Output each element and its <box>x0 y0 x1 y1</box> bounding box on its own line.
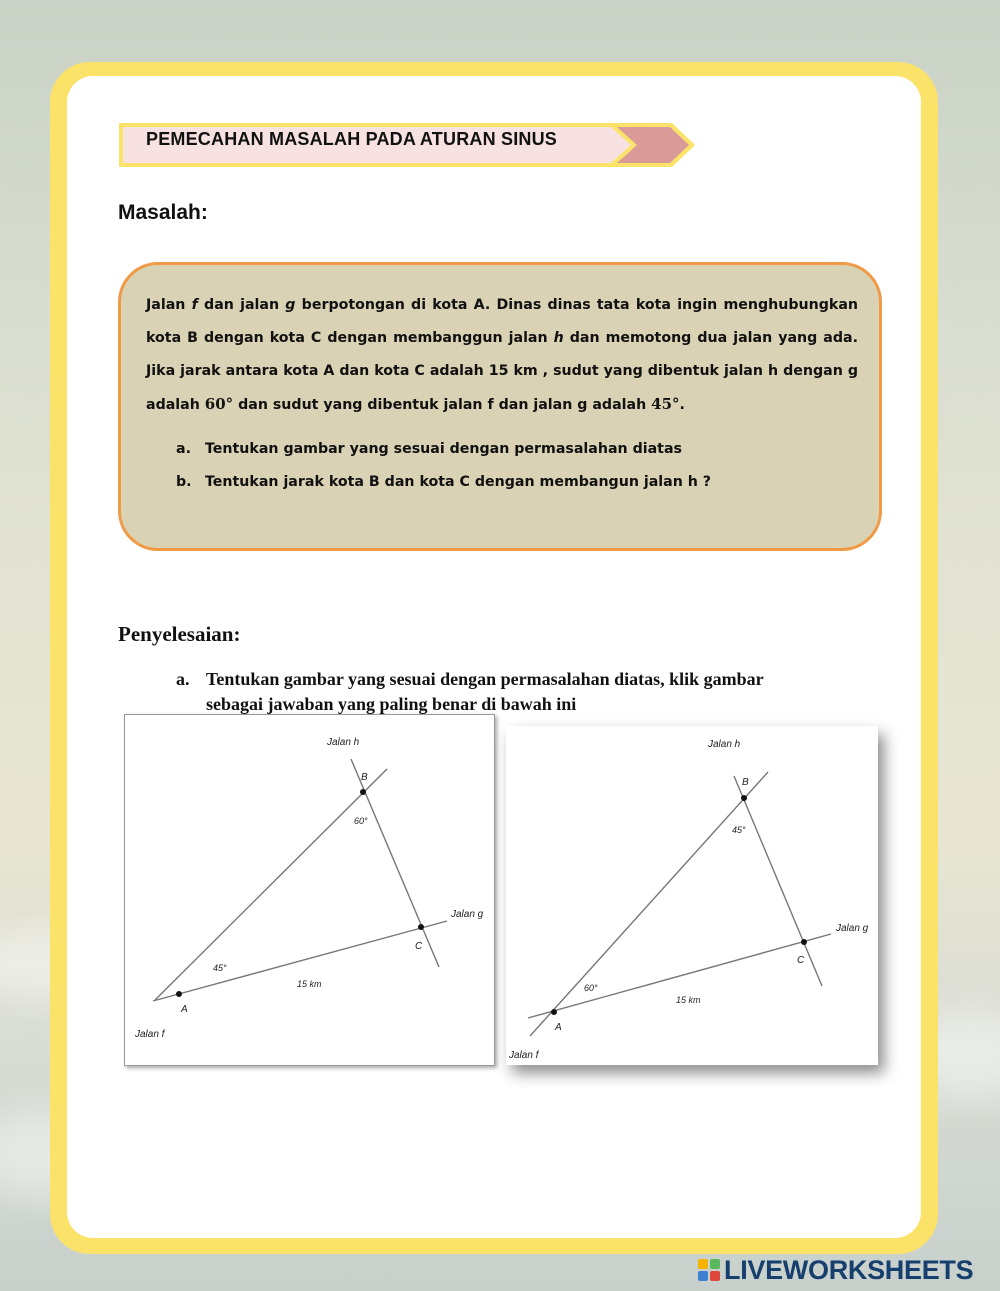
svg-text:45°: 45° <box>732 825 746 835</box>
svg-text:C: C <box>797 955 805 966</box>
logo-text: LIVEWORKSHEETS <box>724 1254 974 1285</box>
logo-tile-e <box>710 1271 720 1281</box>
svg-text:Jalan g: Jalan g <box>836 923 869 934</box>
answer-option-figure-1[interactable] <box>124 714 495 1066</box>
svg-text:Jalan g: Jalan g <box>451 909 484 920</box>
svg-text:Jalan f: Jalan f <box>135 1029 165 1040</box>
problem-statement: Jalan f dan jalan g berpotongan di kota A. Dinas dinas tata kota ingin menghubungkan kota B dengan kota C dengan membanggun jalan h dan memotong dua jalan yang ada. Jika jarak antara kota A dan kota C adalah 15 km , sudut yang dibentuk jalan h dengan g adalah 60° dan sudut yang dibentuk jalan f dan jalan g adalah 45°. <box>146 297 858 413</box>
logo-tile-v <box>698 1271 708 1281</box>
liveworksheets-logo <box>698 1256 973 1284</box>
svg-text:60°: 60° <box>584 983 598 993</box>
svg-text:A: A <box>181 1004 188 1015</box>
logo-tile-i <box>710 1259 720 1269</box>
svg-text:B: B <box>361 772 368 783</box>
svg-text:15 km: 15 km <box>297 979 322 989</box>
triangle-diagram-1 <box>125 715 496 1067</box>
svg-text:15 km: 15 km <box>676 995 701 1005</box>
banner-title: PEMECAHAN MASALAH PADA ATURAN SINUS <box>146 129 557 149</box>
question-b: b. Tentukan jarak kota B dan kota C dengan membangun jalan h ? <box>176 474 712 490</box>
masalah-heading: Masalah: <box>118 201 208 224</box>
penyelesaian-heading: Penyelesaian: <box>118 622 241 646</box>
svg-text:45°: 45° <box>213 963 227 973</box>
svg-text:B: B <box>742 777 749 788</box>
svg-text:C: C <box>415 941 423 952</box>
triangle-diagram-2 <box>506 726 878 1065</box>
svg-text:Jalan h: Jalan h <box>708 739 741 750</box>
answer-option-figure-2[interactable] <box>506 726 878 1065</box>
svg-text:A: A <box>555 1022 562 1033</box>
logo-tile-l <box>698 1259 708 1269</box>
question-a: a. Tentukan gambar yang sesuai dengan permasalahan diatas <box>176 441 682 457</box>
svg-text:Jalan h: Jalan h <box>327 737 360 748</box>
instruction-text: a. Tentukan gambar yang sesuai dengan permasalahan diatas, klik gambar sebagai jawaban yang paling benar di bawah ini <box>176 669 764 714</box>
svg-text:60°: 60° <box>354 816 368 826</box>
liveworksheets-logo-mark <box>698 1259 720 1281</box>
svg-text:Jalan f: Jalan f <box>509 1050 539 1061</box>
